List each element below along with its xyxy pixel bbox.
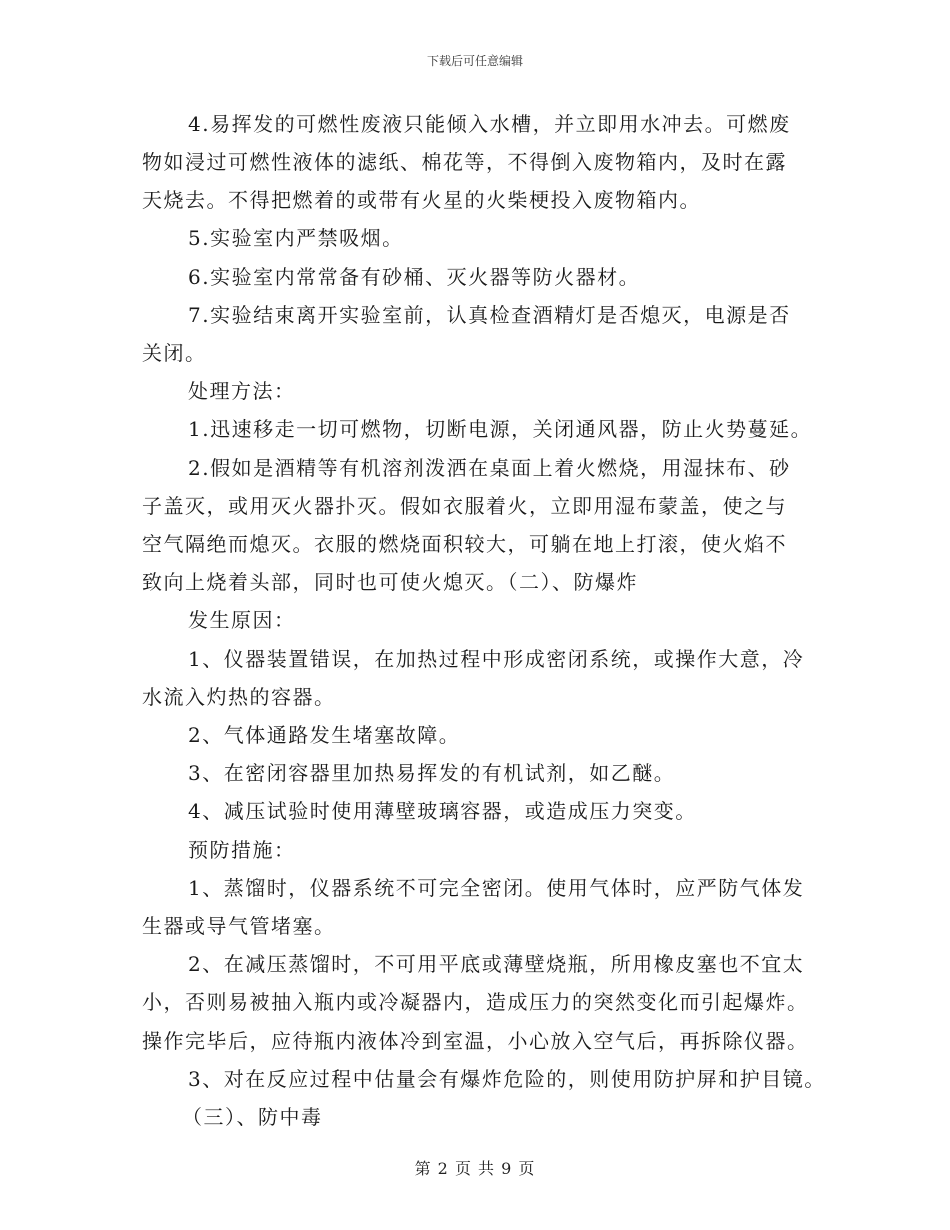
text-line: 发生原因： [188,608,296,632]
text-line: 小，否则易被抽入瓶内或冷凝器内，造成压力的突然变化而引起爆炸。 [142,990,809,1014]
text-line: 空气隔绝而熄灭。衣服的燃烧面积较大，可躺在地上打滚，使火焰不 [142,532,787,556]
text-line: 1、仪器装置错误，在加热过程中形成密闭系统，或操作大意，冷 [188,647,805,671]
text-line: 2、在减压蒸馏时，不可用平底或薄壁烧瓶，所用橡皮塞也不宜太 [188,952,805,976]
text-line: 2.假如是酒精等有机溶剂泼洒在桌面上着火燃烧，用湿抹布、砂 [188,456,791,480]
text-line: 天烧去。不得把燃着的或带有火星的火柴梗投入废物箱内。 [142,188,701,212]
page-header: 下载后可任意编辑 [426,54,523,68]
text-line: 物如浸过可燃性液体的滤纸、棉花等，不得倒入废物箱内，及时在露 [142,150,787,174]
text-line: 1、蒸馏时，仪器系统不可完全密闭。使用气体时，应严防气体发 [188,876,805,900]
text-line: 1.迅速移走一切可燃物，切断电源，关闭通风器，防止火势蔓延。 [188,417,813,441]
text-line: 处理方法： [188,379,296,403]
text-line: 3、在密闭容器里加热易挥发的有机试剂，如乙醚。 [188,761,676,785]
text-line: （三）、防中毒 [182,1105,323,1129]
text-line: 水流入灼热的容器。 [142,685,336,709]
text-line: 预防措施： [188,838,296,862]
text-line: 致向上烧着头部，同时也可使火熄灭。（二）、防爆炸 [142,570,638,594]
text-line: 2、气体通路发生堵塞故障。 [188,723,461,747]
text-line: 关闭。 [142,341,207,365]
text-line: 7.实验结束离开实验室前，认真检查酒精灯是否熄灭，电源是否 [188,303,791,327]
text-line: 操作完毕后，应待瓶内液体冷到室温，小心放入空气后，再拆除仪器。 [142,1029,809,1053]
text-line: 生器或导气管堵塞。 [142,914,336,938]
text-line: 5.实验室内严禁吸烟。 [188,226,404,250]
text-line: 3、对在反应过程中估量会有爆炸危险的，则使用防护屏和护目镜。 [188,1067,826,1091]
text-line: 6.实验室内常常备有砂桶、灭火器等防火器材。 [188,265,641,289]
page-number: 第 2 页 共 9 页 [414,1159,536,1178]
text-line: 子盖灭，或用灭火器扑灭。假如衣服着火，立即用湿布蒙盖，使之与 [142,494,787,518]
text-line: 4、减压试验时使用薄壁玻璃容器，或造成压力突变。 [188,799,697,823]
text-line: 4.易挥发的可燃性废液只能倾入水槽，并立即用水冲去。可燃废 [188,112,791,136]
